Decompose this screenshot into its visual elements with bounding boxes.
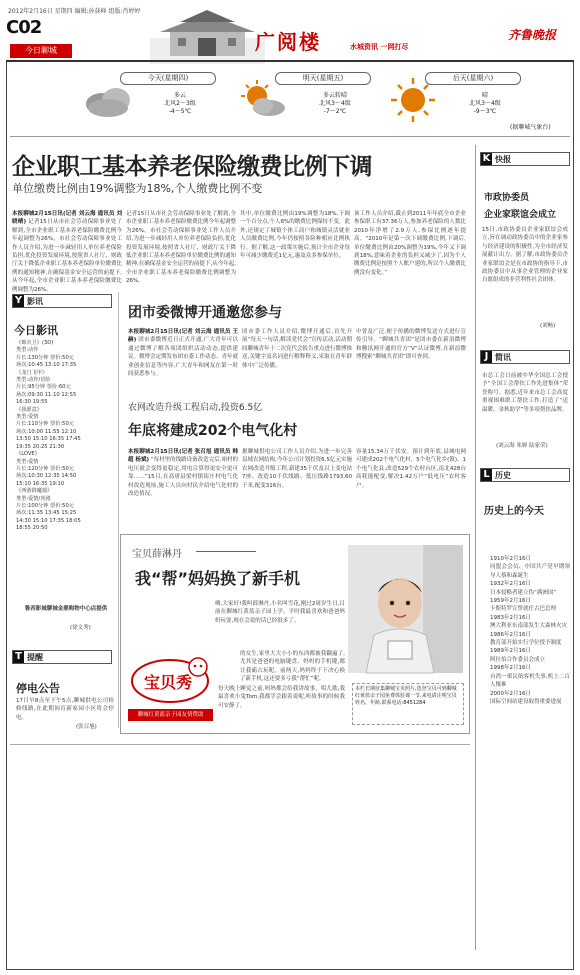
story3-column-3: 每天晚上睡觉之前,妈妈都会给我讲故事、唱儿歌,我最喜欢小兔Tom,我都学会跟着说呢,听故事的时候我可安静了。 [218, 686, 345, 709]
story3-kicker: 宝贝薛淋丹 [132, 549, 182, 560]
history-text: 教育部开始实行学位授予制度 [490, 640, 562, 647]
story3-column-2: 的女生,家里大大小小的东西都被我翻遍了,尤其是爸爸的电脑键盘、妈妈的手机键,都让我霸占玩呢。前两天,妈妈终于下决心换了新手机,这还要多亏我“帮忙”呢。 [240, 651, 345, 683]
history-title: 历史上的今天 [484, 506, 544, 517]
history-list [490, 555, 570, 735]
story2-headline: 年底将建成202个电气化村 [128, 423, 298, 439]
kuaibao-header [480, 152, 570, 166]
lishi-header [480, 468, 570, 482]
weather-wind: 北风3～4级 [319, 100, 351, 107]
jianxun-body: 市总工会日前被中华全国总工会授予“全国工会帮扶工作先进集体”荣誉称号。据悉,近年来市总工会高度重视困难职工帮扶工作,打造了“送温暖、金秋助学”等多项帮扶品牌。 [482, 373, 568, 413]
weather-condition: 晴 [481, 92, 488, 99]
history-date: 1986年2月16日 [490, 631, 531, 638]
history-date: 2000年2月16日 [490, 690, 531, 697]
logo-caption: 聊城红黄蓝亲子园友情赞助 [128, 709, 213, 721]
newspaper-masthead: 齐鲁晚报 [508, 28, 557, 42]
story2-dateline: 本报聊城2月15日讯(记者 张召旭 通讯员 韩超 杨斌) [128, 449, 238, 464]
movie-section-title: 今日影讯 [14, 324, 58, 337]
story1-column-2: 团市委工作人员介绍,微博开通后,首先开展“每天一句话,解读党代会”宣传活动,活动期间聊城青年十二次党代会报告重点进行微博推送,关键字及名词进行解释释义,采取在青年群体中广泛传播。 [242, 329, 353, 369]
column-divider [475, 145, 476, 950]
story1-dateline: 本报聊城2月15日讯(记者 刘云海 通讯员 王赫) [128, 329, 238, 344]
history-text: 卡斯特罗宣誓就任古巴总理 [490, 606, 557, 613]
history-entry [490, 631, 570, 648]
logo-text: 宝贝秀 [143, 673, 193, 692]
weather-wind: 北风3～4级 [469, 100, 501, 107]
history-text: 阿拉伯合作委员会成立 [490, 656, 546, 663]
history-entry [490, 555, 570, 580]
lead-body: 记者15日从市社会劳动保障事业处了解到,全市企业职工基本养老保险缴费比例今年起调整为26%。市社会劳动保障事业处工作人员介绍,为进一步减轻用人单位养老保险负担,优化投资发展环境,按照省人社厅、财政厅关于降低企业职工基本养老保险单位缴费比例的通知精神,在确保基金安全运营的前提下,从今年起,全市企业职工基本养老保险缴费比例调整为26%。 [12, 219, 123, 293]
baby-show-logo [128, 655, 213, 725]
tixing-word: 提醒 [27, 653, 43, 662]
yingxun-word: 影讯 [27, 297, 43, 306]
kuaibao-letter: K [482, 153, 491, 164]
story2-column-3: 容量15.34万千伏安。预计到年底,县城电网可建成202个电气化村、5个电气化乡(镇)、1个电气化县,改造529个农村台区,南北428台高耗能配变,解决1.42万户“低电压”农村客户。 [356, 449, 466, 489]
story2-body: “每村里的线路设备改造完后,咱村的电压就会变得更稳定,用电合算得更安全更可靠……”15日,在高唐县梁村镇街庄村电气化村改造现场,施工人员向村民介绍电气化村的改造情况。 [128, 457, 238, 498]
weather-temp: -7～2℃ [323, 108, 347, 115]
weather-day-after [385, 72, 530, 132]
divider [10, 744, 470, 745]
tower-illustration [150, 8, 265, 64]
divider [10, 136, 570, 137]
lead-dateline: 本报聊城2月15日讯(记者 刘云海 通讯员 刘晓晴) [12, 211, 122, 226]
jianxun-word: 简讯 [495, 353, 511, 362]
weather-source: (据聊城气象台) [510, 124, 551, 131]
jianxun-header [480, 350, 570, 364]
story3-headline: 我“帮”妈妈换了新手机 [135, 569, 301, 588]
history-entry [490, 597, 570, 614]
story2-column-1 [128, 448, 238, 526]
weather-day-label: 明天(星期五) [275, 72, 371, 85]
yingxun-letter: Y [14, 295, 23, 306]
tixing-letter: T [13, 651, 24, 663]
history-date: 1932年2月16日 [490, 581, 531, 588]
history-text: 台湾一架民航客机失事,机上二百人罹难 [490, 673, 570, 689]
history-text: 同盟会会员、中国共产党早期领导人蔡和森诞生 [490, 564, 570, 579]
lishi-letter: L [481, 469, 492, 481]
story1-column-1 [128, 328, 238, 388]
lishi-word: 历史 [495, 471, 511, 480]
kuaibao-word: 快报 [495, 155, 511, 164]
column-name: 广阅楼 [255, 30, 321, 54]
history-entry [490, 614, 570, 631]
weather-day-label: 今天(星期四) [120, 72, 216, 85]
history-date: 1998年2月16日 [490, 665, 531, 672]
column-divider [118, 292, 119, 728]
jianxun-byline: (刘云海 朱婵 陆家荣) [496, 443, 548, 449]
yingxun-header [12, 294, 112, 308]
lead-headline: 企业职工基本养老保险缴费比例下调 [12, 154, 372, 180]
kuaibao-title-1: 市政协委员 [484, 193, 530, 203]
story3-column-1: 嗨,大家好!我叫薛淋丹,小名叫雪花,刚过2周岁生日,目前在聊城红黄蓝亲子园上学。平时我最喜欢和爸爸妈妈玩耍,现在会说的话已经很多了。 [215, 601, 345, 624]
history-date: 1983年2月16日 [490, 614, 531, 621]
lead-column-4: 该工作人员介绍,截止到2011年年底全市企业参保职工有37.36万人,参加养老保险的人数比2010年净增了2.9万人,参保比例逐年提高。“2010年是第一次下调缴费比例,下调后,单位缴费比例由20%调整为19%,今年又下调到18%,意味着企业的负担又减少了,因为个人缴费比例是按照个人账户建的,所以个人缴费比例没有变化。” [354, 211, 466, 276]
weather-condition: 多云转晴 [322, 92, 347, 99]
lead-column-1 [12, 210, 123, 293]
weather-wind: 北风2～3级 [164, 100, 196, 107]
cinema-byline: (徐文秀) [70, 625, 91, 631]
story2-column-2: 据聊城供电公司工作人员介绍,为进一步完善县域农网结构,今年公司计划投资6.5亿元实施农网改造升级工程,新建35千伏及以上变电站7座、改造10千伏线路、低压线路1793.60千米,配变316台。 [242, 449, 352, 489]
history-date: 1910年2月16日 [490, 556, 531, 562]
jianxun-letter: J [481, 351, 492, 363]
history-date: 1989年2月16日 [490, 648, 531, 655]
notice-byline: (张召旭) [76, 724, 97, 730]
lead-subheadline: 单位缴费比例由19%调整为18%,个人缴费比例不变 [12, 182, 263, 195]
photo-caption: 本栏长期征集聊城宝贝照片,选登宝贝可到聊城红黄蓝亲子园免费体验课一节,来电请注明宝贝姓名、年龄,联系电话:8451284 [352, 683, 464, 725]
weather-today [80, 72, 225, 132]
page-number: C02 [6, 17, 42, 38]
kuaibao-body: 15日,市政协委员企业家联谊会成立,旨在调动政协委员中的企业家参与经济建设的积极性,为全市经济发展献计出力。据了解,市政协委员企业家联谊会是在市政协的指导下,市政协委员中从事企业管理的企业家自愿组成的非营利性社会团体。 [482, 227, 568, 284]
lead-column-3: 其中,单位缴费比例由19%调整为18%,下调一个百分点,个人8%的缴费比例保持不变。此外,还规定了城镇个体工商户和城镇灵活就业人员缴费比例,今年仍按照各险种相应比例执行。据了解,这一政策实施后,预计全市企业每年可减少缴费近1亿元,惠及众多参保单位。 [240, 211, 350, 260]
weather-temp: -4～5℃ [168, 108, 192, 115]
weather-condition: 多云 [173, 92, 186, 99]
story1-headline: 团市委微博开通邀您参与 [128, 305, 282, 321]
history-text: 日本侵略者建立伪“满洲国” [490, 589, 557, 596]
child-photo [348, 545, 463, 673]
weather-tomorrow [235, 72, 380, 132]
history-text: 澳大利亚东南部发生大森林火灾 [490, 623, 568, 630]
history-entry [490, 580, 570, 597]
history-entry [490, 664, 570, 689]
story1-body: 团市委微博近日正式开通,广大青年可以通过微博了解各项团组织活动动态,提供建议。微博会定期发布团市委工作动态、青年就业创业信息等内容,广大青年和网友在第一时间获悉参与。 [128, 337, 239, 378]
notice-body: 17日早8点至下午5点,聊城供电公司检修线路,在此期间育新家园小区将会停电。 [16, 698, 114, 721]
notice-title: 停电公告 [16, 682, 60, 695]
cinema-credit: 鲁西影城聊城金鼎购物中心店提供 [24, 606, 108, 612]
lead-column-2: 记者15日从市社会劳动保障事业处了解到,全市企业职工基本养老保险缴费比例今年起调整为26%。市社会劳动保障事业处工作人员介绍,为进一步减轻用人单位养老保险负担,优化投资发展环境,按照省人社厅、财政厅关于降低企业职工基本养老保险单位缴费比例的通知精神,在确保基金安全运营的前提下,从今年起,全市企业职工基本养老保险缴费比例调整为26%。 [126, 211, 237, 285]
history-date: 1959年2月16日 [490, 598, 531, 605]
history-entry [490, 690, 570, 707]
kuaibao-byline: (刘畅) [540, 323, 556, 329]
kuaibao-title-2: 企业家联谊会成立 [484, 210, 557, 220]
kicker-rule [196, 551, 256, 552]
weather-day-label: 后天(星期六) [425, 72, 521, 85]
story1-column-3: 中普及广泛,便于传播的微博发送方式进行宣传引导。“聊城共青团”是团市委在新浪微博和腾讯网开通的官方“V”认证微博,在新浪微博搜索“聊城共青团”即可查到。 [356, 329, 466, 361]
history-entry [490, 647, 570, 664]
date-line: 2012年2月16日 星期四 编辑:孙荻峰 组版:肖婷婷 [8, 8, 141, 15]
weather-temp: -9～3℃ [473, 108, 497, 115]
story2-kicker: 农网改造升级工程启动,投资6.5亿 [128, 403, 263, 413]
history-text: 国际空间站建设取得重要进展 [490, 698, 562, 705]
tixing-header [12, 650, 112, 664]
column-slogan: 水城资讯 一网打尽 [350, 43, 409, 51]
section-label: 今日聊城 [10, 44, 72, 58]
movie-listing: 《锦衣卫》(3D) 类型:动作 片长:130分钟 票价:50元 场次:10:45 13:10 17:35 《龙门飞甲》 类型:动作/冒险 片长:95分钟 票价:60元 场次:09:30 11:10 12:55 16:30 19:55 《我愿意》 类型:爱情 片长:110分钟 票价:50元 场次:10:00 11:55 12:10 13:50 15:10 16:35 17:45 19:35 20:25 21:30 《LOVE》 类型:爱情 片长:120分钟 票价:50元 场次:10:30 12:35 14:50 15:10 16:35 19:10 《西游降魔篇》 类型:爱情/喜剧 片长:100分钟 票价:50元 场次:11:35 13:45 15:25 14:30 15:10 17:35 18:05 18:55 20:50 [16, 340, 81, 532]
baby-show-logo-art [128, 655, 213, 707]
